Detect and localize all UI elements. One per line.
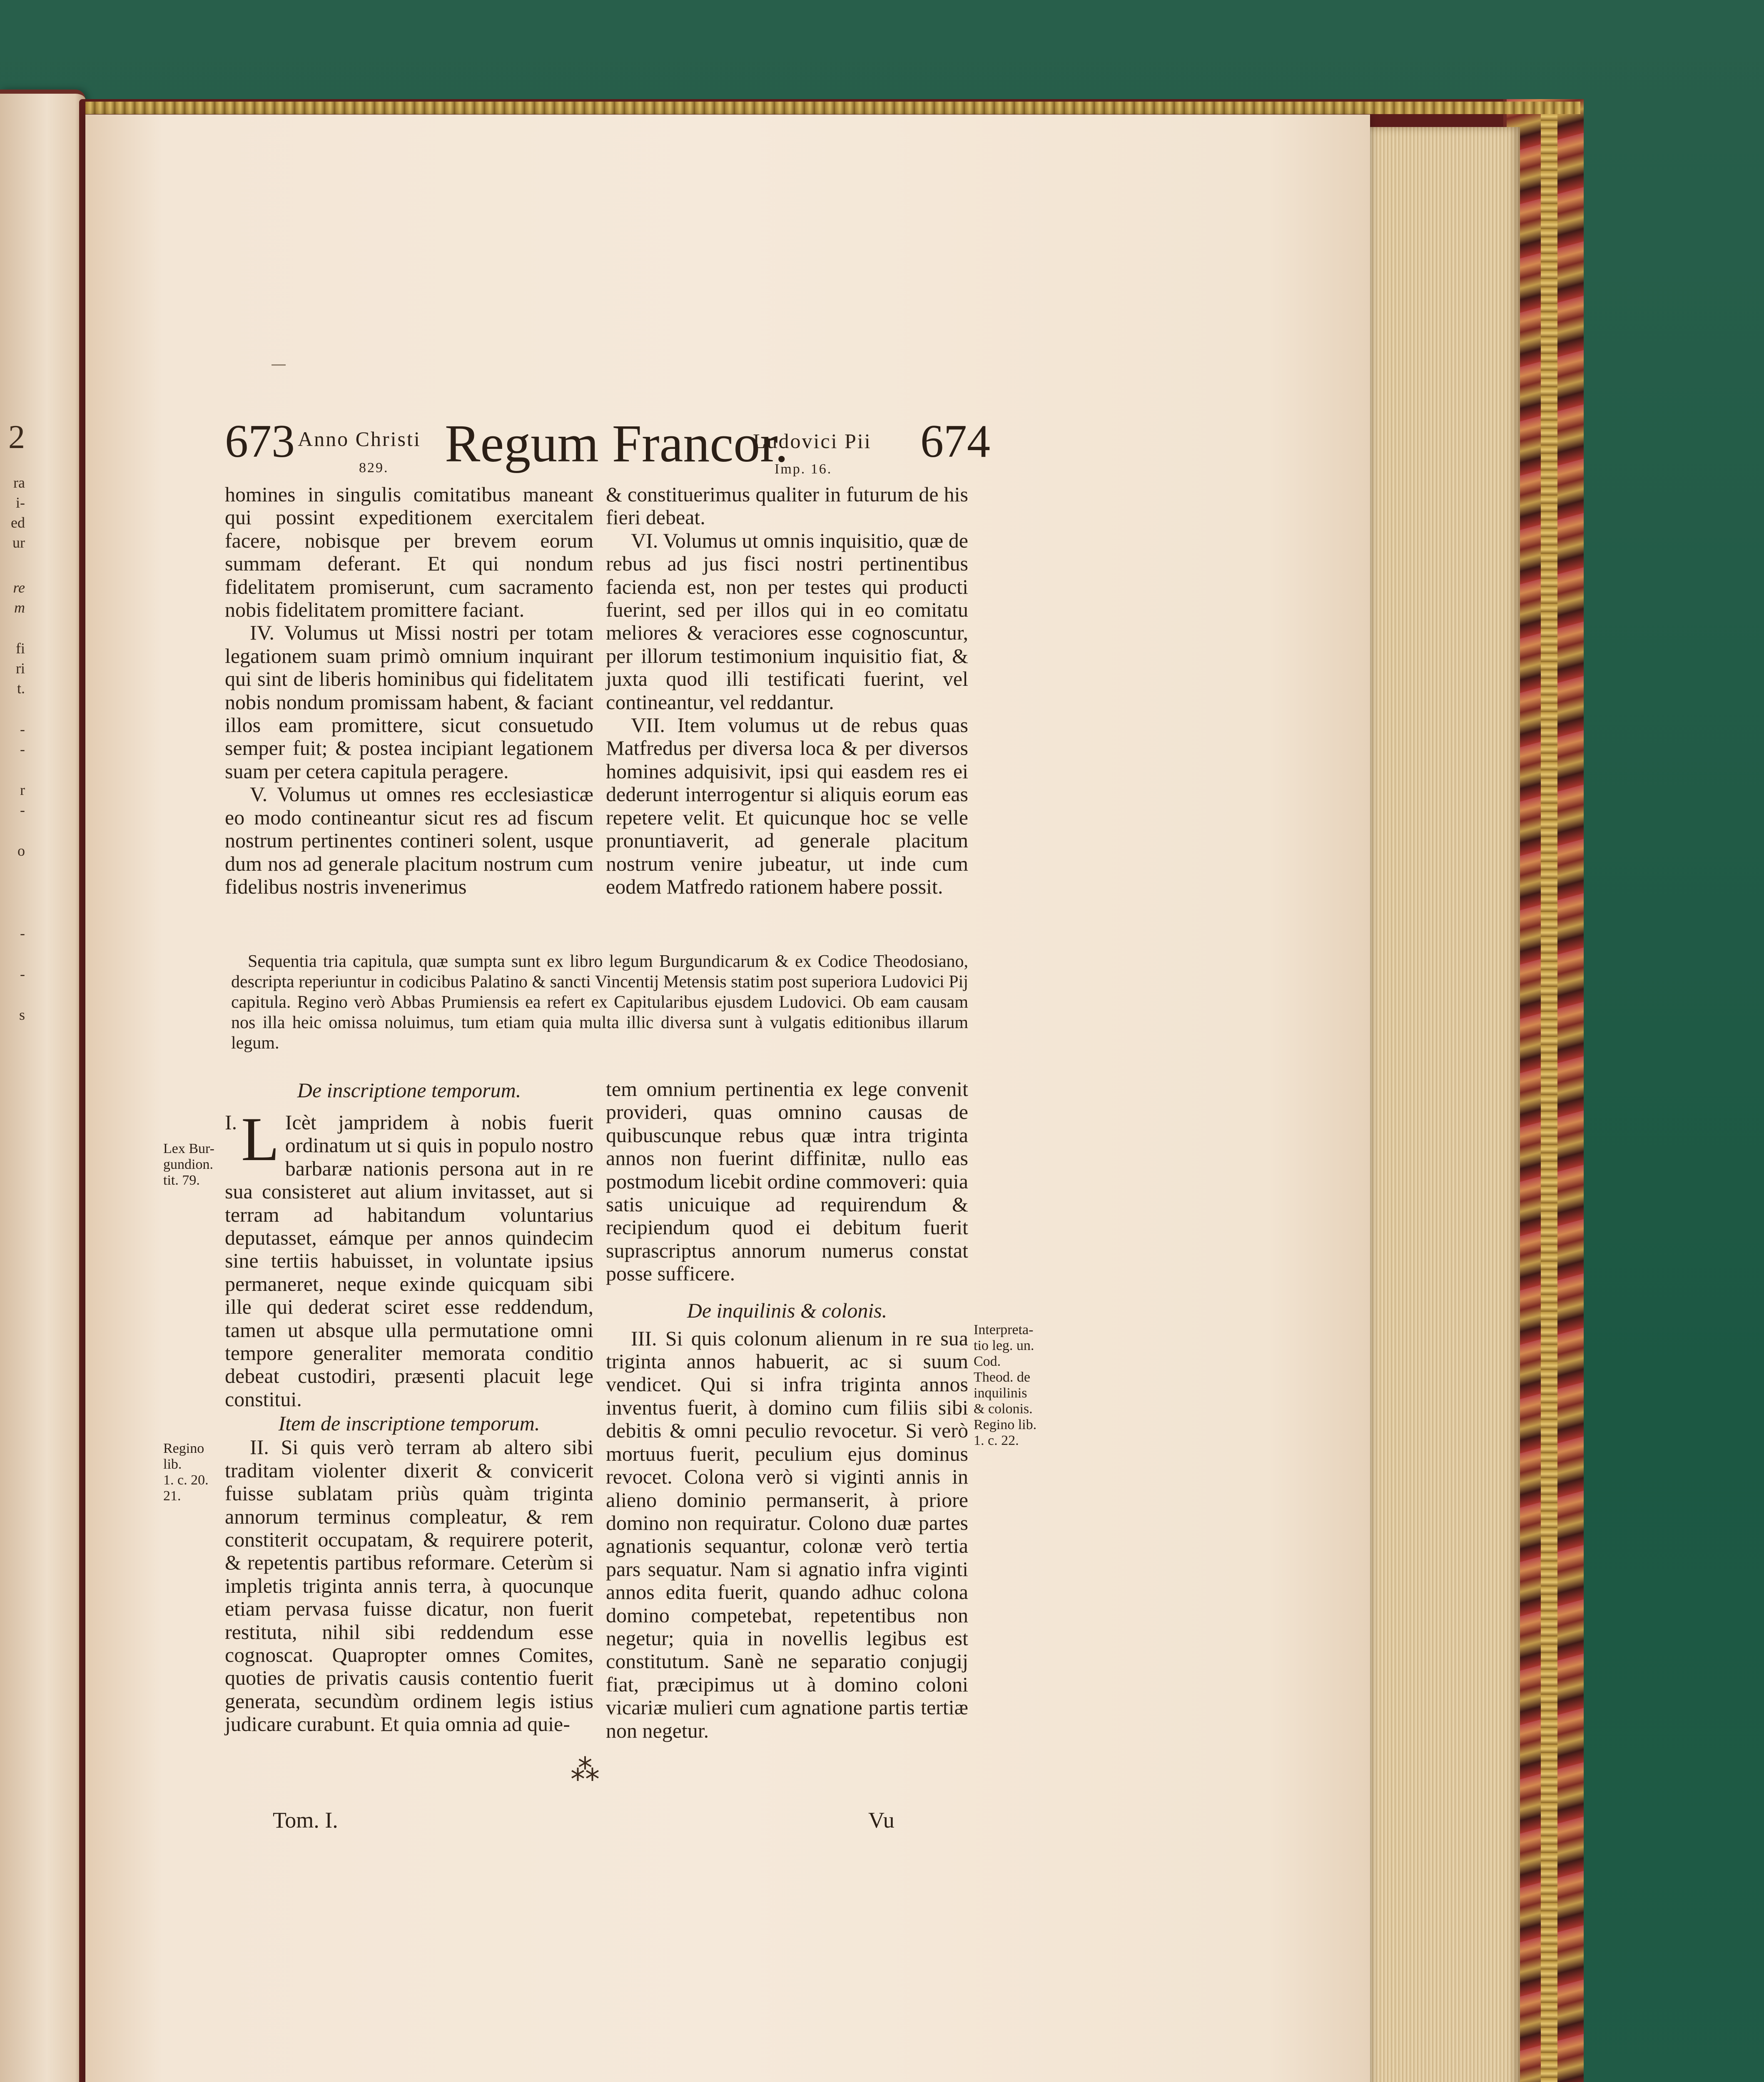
signature-mark: Vu [868,1808,894,1833]
anno-year: 829. [359,460,389,476]
margin-note-regino-1: Regino lib. 1. c. 20. 21. [163,1441,209,1504]
bottom-column-right [606,1078,968,1742]
section-one [225,1105,593,1411]
ornament-fleuron-icon: ⁂ [571,1753,600,1787]
margin-note-interpretatio: Interpreta- tio leg. un. Cod. Theod. de inquilinis & colonis. Regino lib. 1. c. 22. [974,1322,1037,1448]
top-column-right [606,483,968,898]
section-two-text: II. Si quis verò terram ab altero sibi traditam violenter dixerit & convicerit fuisse sublatam priùs quàm triginta annorum terminus compleatur, & rem constiterit occupatam, & requirere poterit, & repetentis partibus reformare. Ceterùm si impletis triginta annis terra, à quocunque etiam pervasa fuisse dicatur, non fuerit restituta, nihil sibi reddendum esse cognoscat. Quapropter omnes Comites, quoties de privatis causis contentio fuerit generata, secundùm ordinem legis istius judicare curabunt. Et quia omnia ad quie- [225,1435,593,1736]
page-number-left: 673 [225,416,295,467]
top-column-left [225,483,593,898]
margin-note-lex-burgund: Lex Bur- gundion. tit. 79. [163,1141,215,1188]
paragraph: IV. Volumus ut Missi nostri per totam legationem suam primò omnium inquirant qui sint de liberis hominibus qui fidelitatem nobis nondum promissam habent, & faciant illos eam promittere, sicut consuetudo semper fuit; & postea incipiant legationem suam per cetera capitula peragere. [225,621,593,783]
drop-cap: L [241,1105,279,1174]
section-one-number: I. [225,1111,237,1134]
page-number-right: 674 [920,416,990,467]
imperial-year: Imp. 16. [775,461,832,477]
paragraph: & constituerimus qualiter in futurum de his fieri debeat. [606,483,968,529]
ludovici-pii: Ludovici Pii [753,429,872,453]
paragraph: V. Volumus ut omnes res ecclesiasticæ eo modo contineantur sicut res ad fiscum nostrum pertinentes contineri solent, usque dum nos ad generale placitum nostrum cum fidelibus nostris invenerimus [225,782,593,898]
section-heading: De inquilinis & colonis. [687,1298,887,1322]
paragraph: VI. Volumus ut omnis inquisitio, quæ de rebus ad jus fisci nostri pertinentibus facienda est, non per testes qui producti fuerint, sed per illos qui in eo comitatu meliores & veraciores esse cognoscuntur, per illorum testimonium inquisitio fiat, & juxta quod illi testificati fuerint, vel contineantur, vel reddantur. [606,528,968,714]
paragraph-continuation: tem omnium pertinentia ex lege convenit provideri, quas omnino causas de quibuscunque rebus quæ intra triginta annos non fuerint diffinitæ, nullo eas postmodum licebit ordine commoveri: quia satis unicuique ad requirendum & recipiendum quod ei debitum fuerit suprascriptus annorum numerus constat posse sufficere. [606,1077,968,1285]
paragraph: homines in singulis comitatibus maneant qui possint expeditionem exercitalem facere, nobisque per brevem eorum summam deferant. Et qui nondum fidelitatem promiserunt, cum sacramento nobis fidelitatem promittere faciant. [225,483,593,622]
bottom-column-left [225,1078,593,1736]
paragraph: VII. Item volumus ut de rebus quas Matfredus per diversa loca & per diversos homines adquisivit, ipsi qui easdem res ei dederunt interrogentur si aliquis eorum eas repetere velit. Et quicunque hoc se velle pronuntiaverit, ad generale placitum nostrum venire jubeatur, ut inde cum eodem Matfredo rationem habere possit. [606,713,968,898]
editorial-note: Sequentia tria capitula, quæ sumpta sunt ex libro legum Burgundicarum & ex Codice Theodosiano, descripta reperiuntur in codicibus Palatino & sancti Vincentij Metensis statim post superiora Ludovici Pij capitula. Regino verò Abbas Prumiensis ea refert ex Capitularibus ejusdem Ludovici. Ob eam causam nos illa heic omissa noluimus, tum etiam quia multa illic diversa sunt à vulgatis editionibus illarum legum. [231,952,968,1053]
volume-label: Tom. I. [273,1808,338,1833]
section-heading: Item de inscriptione temporum. [278,1412,540,1435]
anno-christi: Anno Christi [298,427,421,451]
section-one-text: Icèt jampridem à nobis fuerit ordinatum ut si quis in populo nostro barbaræ nationis persona aut in re sua consisteret aut alium invitasset, aut si terram ad habitandum voluntarius deputasset, eámque per annos quindecim sine tertiis habuisset, in voluntate ipsius permaneret, neque exinde quicquam sibi ille qui dederat sciret esse reddendum, tamen ut absque ulla permutatione omni tempore generaliter memorata conditio debeat custodiri, præsenti placuit lege constitui. [225,1111,593,1411]
left-page-fragments: 2 ra i- ed ur re m fi ri t. - - r - o - - s [8,419,25,1023]
running-title: Regum Francor. [445,414,788,473]
section-three-text: III. Si quis colonum alienum in re sua triginta annos habuerit, ac si suum vendicet. Qui si infra triginta annos inventus fuerit, à domino cum filiis sibi debitis & omni peculio revocetur. Si verò mortuus fuerit, peculium ejus dominus revocet. Colona verò si viginti annis in alieno dominio permanserit, à priore domino non requiratur. Colono duæ partes agnationis sequantur, colonæ verò tertia pars sequatur. Nam si agnatio infra viginti annos edita fuerit, quando adhuc colona domino competebat, repetentibus non negetur; quia in novellis legibus est constitutum. Sanè ne separatio conjugij fiat, præcipimus ut à domino coloni vicariæ mulieri cum agnatione partis tertiæ non negetur. [606,1326,968,1742]
margin-tick-mark [272,364,286,366]
section-heading: De inscriptione temporum. [297,1078,521,1102]
